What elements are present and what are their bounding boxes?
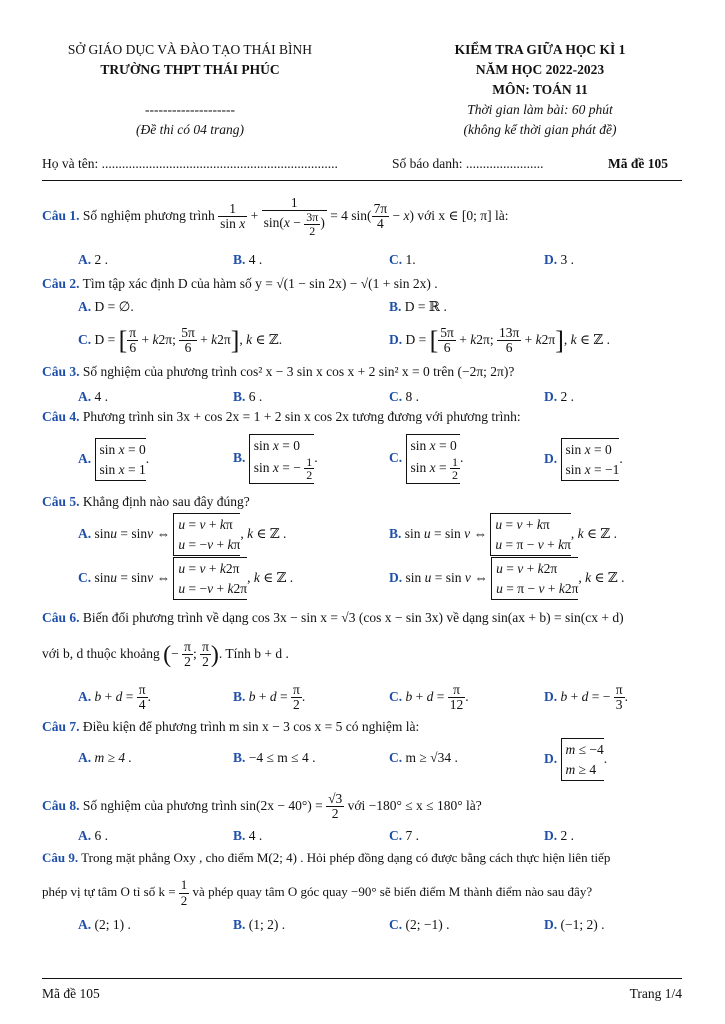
question-6-line2: với b, d thuộc khoảng (− $\frac{\pi}{2}$ ; $\frac{\pi}{2}$ ). Tính b + d .: [42, 639, 289, 670]
question-6: Câu 6. Biến đổi phương trình về dạng cos 3x − sin x = √3 (cos x − sin 3x) về dạng sin(ax + b) = sin(cx + d): [42, 610, 624, 625]
footer-rule: [42, 978, 682, 979]
answer-c: C. sinu = sinv ⇔ u = v + k2π u = −v + k2π , k ∈ ℤ .: [78, 557, 293, 599]
answer-c: 7 .: [405, 828, 419, 843]
answer-d: D. D = [ $\frac{5\pi}{6}$ + k2π; $\frac{13\pi}{6}$ + k2π], k ∈ ℤ .: [389, 325, 611, 356]
answer-d: 2 .: [560, 828, 574, 843]
answer-c: 1.: [405, 252, 416, 267]
question-label: Câu 1.: [42, 208, 80, 223]
answer-c: C. D = [ $\frac{\pi}{6}$ + k2π; $\frac{5\pi}{6}$ + k2π], k ∈ ℤ.: [78, 325, 283, 356]
answer-d: D. b + d = − $\frac{\pi}{3}$ .: [544, 682, 628, 713]
footer-page-number: Trang 1/4: [629, 986, 682, 1001]
page-count-note: (Đề thi có 04 trang): [136, 122, 244, 137]
question-8: Câu 8. Số nghiệm của phương trình sin(2x − 40°) = $\frac{√3}{2}$ với −180° ≤ x ≤ 180° là?: [42, 790, 482, 822]
answer-a: A. sinu = sinv ⇔ u = v + kπ u = −v + kπ , k ∈ ℤ .: [78, 513, 286, 555]
question-text: Số nghiệm của phương trình cos² x − 3 sin x cos x + 2 sin² x = 0 trên (−2π; 2π)?: [82, 364, 515, 379]
question-text: Tìm tập xác định D của hàm số y = √(1 − sin 2x) − √(1 + sin 2x) .: [82, 276, 438, 291]
question-text: Phương trình sin 3x + cos 2x = 1 + 2 sin x cos 2x tương đương với phương trình:: [82, 409, 521, 424]
student-name-field: Họ và tên: ......................................................................: [42, 156, 338, 171]
question-text: Số nghiệm phương trình: [82, 208, 215, 223]
answer-b: 4 .: [248, 828, 263, 843]
answer-b: (1; 2) .: [248, 917, 286, 932]
answer-a: 2 .: [94, 252, 108, 267]
answer-c: C. sin x = 0 sin x = $\frac{1}{2}$ .: [389, 428, 463, 488]
school-year: NĂM HỌC 2022-2023: [475, 62, 605, 77]
subject: MÔN: TOÁN 11: [492, 82, 588, 97]
exam-title: KIỂM TRA GIỮA HỌC KÌ 1: [454, 42, 626, 57]
answer-b: B. b + d = $\frac{\pi}{2}$ .: [233, 682, 306, 713]
answer-d: D. m ≤ −4 m ≥ 4 .: [544, 737, 607, 781]
question-9: Câu 9. Trong mặt phẳng Oxy , cho điểm M(2; 4) . Hỏi phép đồng dạng có được bằng cách thực hiện liên tiếp: [42, 850, 611, 865]
answer-b: −4 ≤ m ≤ 4 .: [248, 750, 316, 765]
answer-c: m ≥ √34 .: [405, 750, 458, 765]
answer-a: 4 .: [94, 389, 108, 404]
answer-d: (−1; 2) .: [560, 917, 605, 932]
question-text: Khẳng định nào sau đây đúng?: [82, 494, 250, 509]
question-text: Trong mặt phẳng Oxy , cho điểm M(2; 4) . Hỏi phép đồng dạng có được bằng cách thực hiện liên tiếp: [81, 850, 611, 865]
department-name: SỞ GIÁO DỤC VÀ ĐÀO TẠO THÁI BÌNH: [67, 42, 313, 57]
answer-d: D. sin x = 0 sin x = −1 .: [544, 436, 623, 482]
question-4: Câu 4. Phương trình sin 3x + cos 2x = 1 + 2 sin x cos 2x tương đương với phương trình:: [42, 409, 521, 424]
divider-dashes: --------------------: [145, 102, 235, 117]
duration-note: (không kể thời gian phát đề): [463, 122, 617, 137]
answer-a: m ≥ 4 .: [94, 750, 132, 765]
answer-a: A. b + d = $\frac{\pi}{4}$ .: [78, 682, 151, 713]
question-text: Điều kiện để phương trình m sin x − 3 cos x = 5 có nghiệm là:: [82, 719, 420, 734]
answer-a: D = ∅.: [94, 299, 134, 314]
answer-c: 8 .: [405, 389, 419, 404]
question-formula: $\frac{1}{\text{sin x}}$ + 1 sin(x − $\frac{3\pi}{2}$ ) = 4 sin( $\frac{7\pi}{4}$ − x): [220, 195, 415, 238]
answer-b: 6 .: [248, 389, 263, 404]
answer-c: (2; −1) .: [405, 917, 450, 932]
footer-exam-code: Mã đề 105: [42, 986, 100, 1001]
student-id-field: Số báo danh: .......................: [392, 156, 544, 171]
answer-c: C. b + d = $\frac{\pi}{12}$ .: [389, 682, 469, 713]
school-name: TRƯỜNG THPT THÁI PHÚC: [100, 62, 280, 77]
answer-a: (2; 1) .: [94, 917, 131, 932]
exam-code: Mã đề 105: [608, 156, 668, 171]
answer-b: B. sin x = 0 sin x = − $\frac{1}{2}$ .: [233, 428, 318, 488]
answer-a: 6 .: [94, 828, 108, 843]
question-1: [42, 190, 508, 242]
question-7: Câu 7. Điều kiện để phương trình m sin x − 3 cos x = 5 có nghiệm là:: [42, 719, 420, 734]
header-rule: [42, 180, 682, 181]
question-9-line2: phép vị tự tâm O tỉ số k = $\frac{1}{2}$ và phép quay tâm O góc quay −90° sẽ biến điểm M thành điểm nào sau đây?: [42, 877, 593, 908]
answer-a: A. sin x = 0 sin x = 1 .: [78, 436, 149, 482]
answer-d: D. sin u = sin v ⇔ u = v + k2π u = π − v + k2π , k ∈ ℤ .: [389, 557, 625, 599]
question-3: Câu 3. Số nghiệm của phương trình cos² x − 3 sin x cos x + 2 sin² x = 0 trên (−2π; 2π)?: [42, 364, 515, 379]
question-5: Câu 5. Khẳng định nào sau đây đúng?: [42, 494, 250, 509]
answer-d: 2 .: [560, 389, 574, 404]
question-2: Câu 2. Tìm tập xác định D của hàm số y = √(1 − sin 2x) − √(1 + sin 2x) .: [42, 276, 438, 291]
answer-b: D = ℝ .: [404, 299, 447, 314]
answer-b: 4 .: [248, 252, 263, 267]
question-tail: với −180° ≤ x ≤ 180° là?: [347, 798, 482, 813]
question-tail: với x ∈ [0; π] là:: [417, 208, 509, 223]
answer-d: 3 .: [560, 252, 574, 267]
question-text: Số nghiệm của phương trình sin(2x − 40°) =: [82, 798, 323, 813]
question-text: Biến đổi phương trình về dạng cos 3x − sin x = √3 (cos x − sin 3x) về dạng sin(ax + b) = sin(cx + d): [82, 610, 624, 625]
exam-duration: Thời gian làm bài: 60 phút: [467, 102, 613, 117]
answer-b: B. sin u = sin v ⇔ u = v + kπ u = π − v + kπ , k ∈ ℤ .: [389, 513, 617, 555]
